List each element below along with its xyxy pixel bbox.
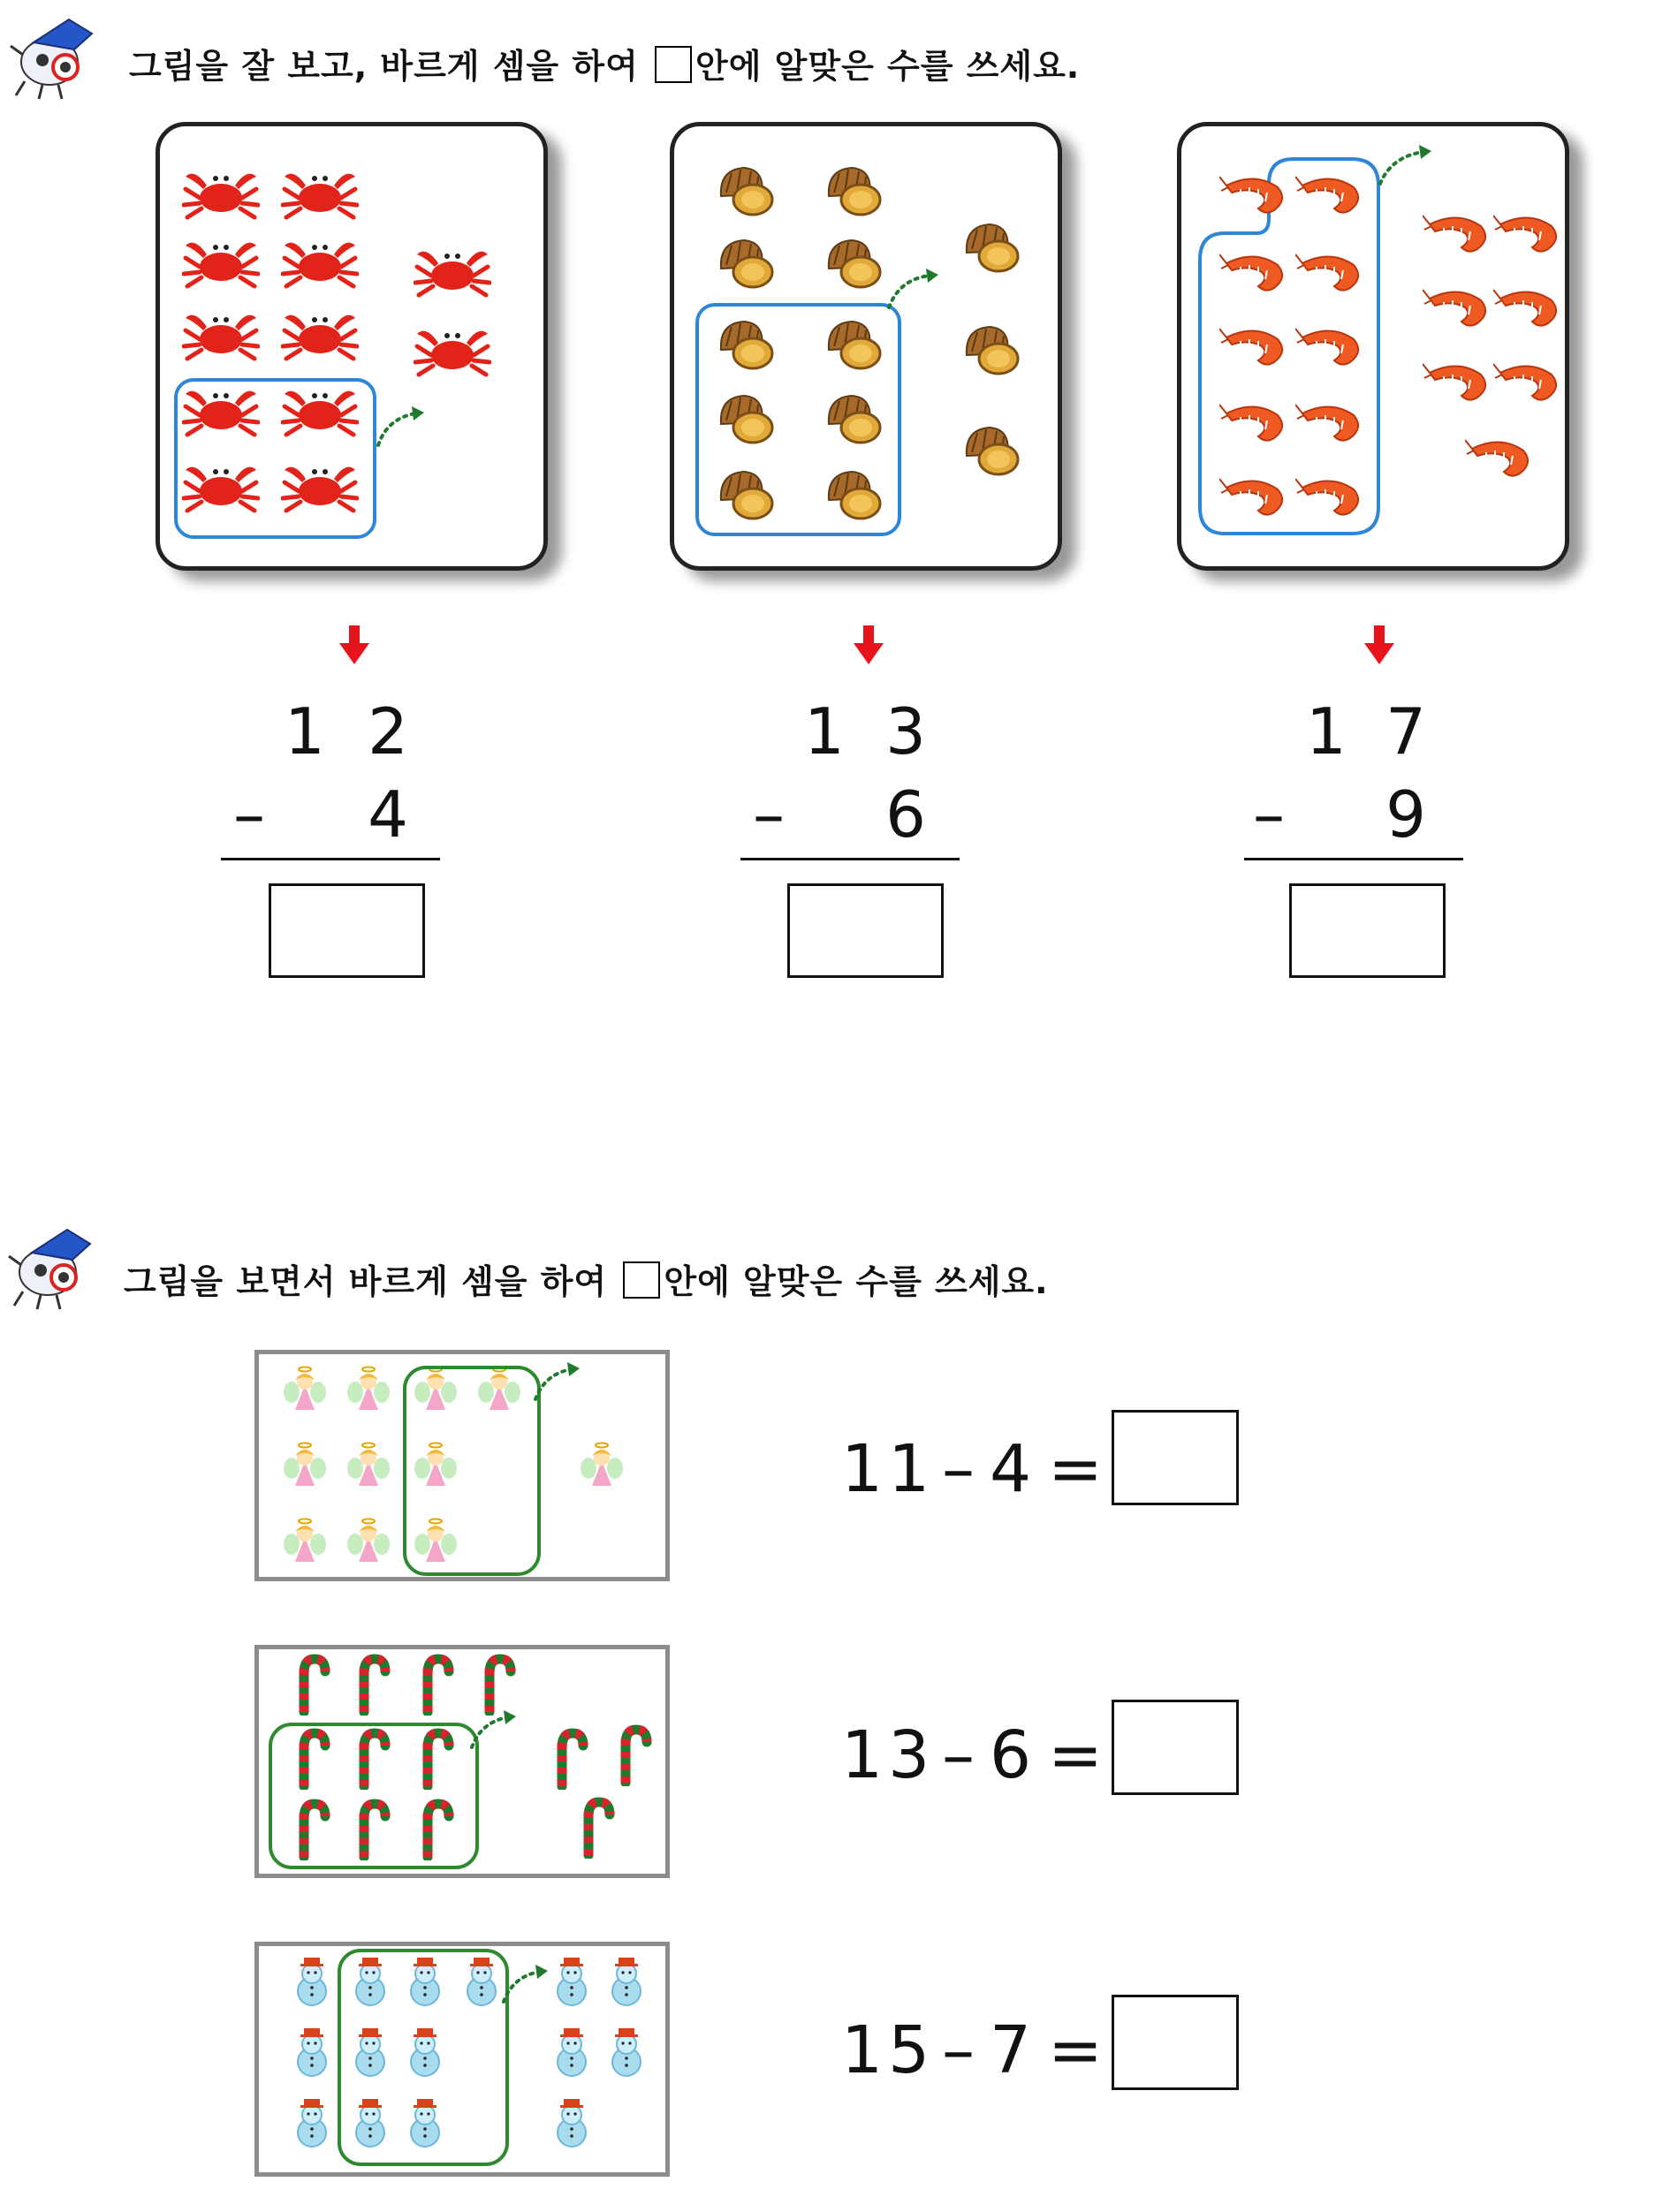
snowman-icon	[403, 2097, 447, 2152]
angel-icon	[283, 1442, 327, 1493]
shell-icon	[822, 233, 885, 293]
top-ones-digit: 3	[885, 694, 926, 769]
top-tens-digit: 1	[1306, 694, 1347, 769]
candy-cane-icon	[415, 1654, 454, 1719]
candy-cane-icon	[613, 1724, 652, 1790]
crab-icon	[281, 304, 359, 369]
shell-icon	[714, 161, 778, 221]
angel-icon	[346, 1442, 391, 1493]
red-down-arrow-icon	[338, 625, 371, 666]
shrimp-icon	[1493, 357, 1564, 412]
bottom-digit: 4	[368, 777, 408, 852]
crab-icon	[182, 304, 260, 369]
dotted-move-arrow-icon	[1377, 138, 1435, 191]
dotted-move-arrow-icon	[468, 1705, 518, 1753]
snowman-icon	[604, 1956, 649, 2011]
shrimp-icon	[1219, 170, 1290, 224]
first-number: 11	[841, 1431, 936, 1507]
red-down-arrow-icon	[1363, 625, 1396, 666]
crab-icon	[414, 240, 491, 306]
snowman-icon	[459, 1956, 504, 2011]
sum-line	[1244, 858, 1463, 860]
operator: –	[753, 777, 785, 852]
top-tens-digit: 1	[804, 694, 845, 769]
answer-box[interactable]	[269, 883, 425, 978]
bottom-digit: 6	[885, 777, 926, 852]
second-number: 4	[990, 1431, 1037, 1507]
equals-sign: =	[1048, 2012, 1109, 2088]
snowman-icon	[348, 1956, 392, 2011]
top-ones-digit: 2	[368, 694, 408, 769]
first-number: 15	[841, 2012, 936, 2088]
second-number: 6	[990, 1717, 1037, 1793]
shrimp-icon	[1295, 170, 1366, 224]
mascot-icon	[7, 7, 104, 104]
shrimp-icon	[1465, 433, 1536, 488]
shrimp-icon	[1219, 247, 1290, 302]
angel-icon	[580, 1442, 624, 1493]
shrimp-icon	[1493, 208, 1564, 263]
shell-icon	[960, 320, 1023, 380]
shell-group-outline	[695, 303, 901, 536]
snowman-icon	[550, 2097, 594, 2152]
shrimp-icon	[1423, 283, 1493, 337]
snowman-icon	[403, 1956, 447, 2011]
angel-group-outline	[403, 1366, 541, 1576]
shell-icon	[714, 233, 778, 293]
shell-icon	[960, 217, 1023, 277]
candy-cane-icon	[352, 1799, 391, 1864]
section1-instruction: 그림을 잘 보고, 바르게 셈을 하여 안에 알맞은 수를 쓰세요.	[129, 47, 1081, 86]
snowman-icon	[348, 2026, 392, 2081]
angel-icon	[346, 1366, 391, 1417]
snowman-icon	[550, 2026, 594, 2081]
section2-instruction: 그림을 보면서 바르게 셈을 하여 안에 알맞은 수를 쓰세요.	[124, 1262, 1049, 1301]
snowman-icon	[290, 1956, 334, 2011]
answer-box[interactable]	[1112, 1700, 1239, 1795]
snowman-icon	[550, 1956, 594, 2011]
crab-icon	[281, 231, 359, 297]
shrimp-icon	[1423, 357, 1493, 412]
snowman-icon	[290, 2026, 334, 2081]
angel-icon	[283, 1366, 327, 1417]
equals-sign: =	[1048, 1431, 1109, 1507]
blank-square-symbol	[623, 1261, 660, 1299]
shrimp-icon	[1423, 208, 1493, 263]
red-down-arrow-icon	[852, 625, 885, 666]
dotted-move-arrow-icon	[885, 263, 942, 316]
snowman-icon	[604, 2026, 649, 2081]
dotted-move-arrow-icon	[500, 1959, 550, 2007]
snowman-icon	[290, 2097, 334, 2152]
answer-box[interactable]	[787, 883, 944, 978]
dotted-move-arrow-icon	[375, 399, 428, 452]
candy-cane-icon	[415, 1799, 454, 1864]
answer-box[interactable]	[1112, 1410, 1239, 1505]
second-number: 7	[990, 2012, 1037, 2088]
operator: –	[942, 1717, 980, 1793]
answer-box[interactable]	[1112, 1995, 1239, 2090]
shrimp-icon	[1295, 398, 1366, 452]
candy-cane-icon	[292, 1728, 330, 1793]
shrimp-icon	[1219, 322, 1290, 376]
angel-icon	[346, 1518, 391, 1569]
bottom-digit: 9	[1385, 777, 1426, 852]
snowman-icon	[403, 2026, 447, 2081]
candy-cane-icon	[550, 1728, 588, 1793]
crab-icon	[281, 163, 359, 228]
snowman-icon	[348, 2097, 392, 2152]
sum-line	[221, 858, 440, 860]
answer-box[interactable]	[1289, 883, 1446, 978]
dotted-move-arrow-icon	[532, 1357, 581, 1405]
crab-group-outline	[174, 378, 376, 539]
top-ones-digit: 7	[1385, 694, 1426, 769]
candy-cane-icon	[576, 1797, 615, 1862]
operator: –	[942, 2012, 980, 2088]
candy-cane-icon	[352, 1728, 391, 1793]
crab-icon	[414, 320, 491, 385]
blank-square-symbol	[655, 46, 692, 83]
operator: –	[233, 777, 265, 852]
mascot-icon	[5, 1217, 102, 1314]
shrimp-icon	[1219, 472, 1290, 526]
shrimp-icon	[1493, 283, 1564, 337]
sum-line	[740, 858, 960, 860]
shrimp-icon	[1295, 472, 1366, 526]
operator: –	[942, 1431, 980, 1507]
shrimp-icon	[1219, 398, 1290, 452]
candy-cane-icon	[292, 1799, 330, 1864]
crab-icon	[182, 163, 260, 228]
shrimp-icon	[1295, 322, 1366, 376]
shell-icon	[960, 420, 1023, 481]
crab-icon	[182, 231, 260, 297]
angel-icon	[283, 1518, 327, 1569]
first-number: 13	[841, 1717, 936, 1793]
equals-sign: =	[1048, 1717, 1109, 1793]
candy-cane-icon	[292, 1654, 330, 1719]
candy-cane-icon	[415, 1728, 454, 1793]
candy-cane-icon	[352, 1654, 391, 1719]
shrimp-icon	[1295, 247, 1366, 302]
top-tens-digit: 1	[285, 694, 325, 769]
shell-icon	[822, 161, 885, 221]
operator: –	[1253, 777, 1285, 852]
